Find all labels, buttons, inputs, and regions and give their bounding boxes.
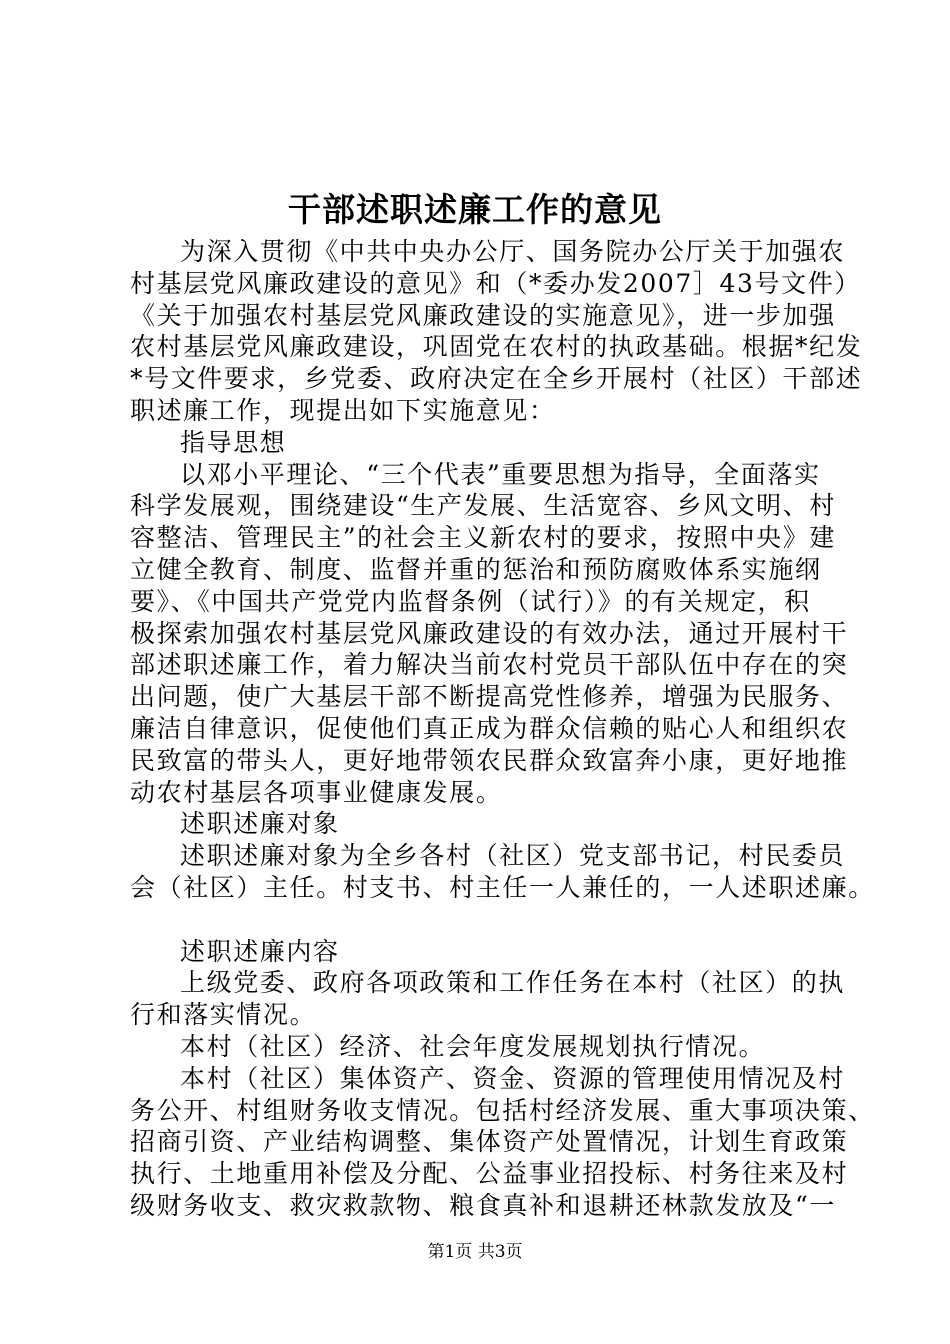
body-line: 上级党委、政府各项政策和工作任务在本村（社区）的执 <box>180 968 846 998</box>
body-line: 会（社区）主任。村支书、村主任一人兼任的，一人述职述廉。 <box>130 872 875 902</box>
body-line: 本村（社区）集体资产、资金、资源的管理使用情况及村 <box>180 1063 846 1093</box>
body-line <box>130 904 860 936</box>
document-title: 干部述职述廉工作的意见 <box>288 190 662 229</box>
body-line: 述职述廉内容 <box>180 936 340 966</box>
body-line: 职述廉工作，现提出如下实施意见： <box>130 395 556 425</box>
body-line: 要》、《中国共产党党内监督条例（试行）》的有关规定，积 <box>130 586 811 616</box>
body-line: 容整洁、管理民主”的社会主义新农村的要求，按照中央》建 <box>130 523 836 553</box>
body-line: 务公开、村组财务收支情况。包括村经济发展、重大事项决策、 <box>130 1095 875 1125</box>
body-line: 农村基层党风廉政建设，巩固党在农村的执政基础。根据*纪发 <box>130 332 863 362</box>
body-line: 《关于加强农村基层党风廉政建设的实施意见》，进一步加强 <box>130 300 836 330</box>
body-line: 述职述廉对象为全乡各村（社区）党支部书记，村民委员 <box>180 841 846 871</box>
body-line: 执行、土地重用补偿及分配、公益事业招投标、村务往来及村 <box>130 1159 849 1189</box>
body-line: 以邓小平理论、“三个代表”重要思想为指导，全面落实 <box>180 459 821 489</box>
body-line: 极探索加强农村基层党风廉政建设的有效办法，通过开展村干 <box>130 618 849 648</box>
body-line: *号文件要求，乡党委、政府决定在全乡开展村（社区）干部述 <box>130 364 863 394</box>
body-line: 出问题，使广大基层干部不断提高党性修养，增强为民服务、 <box>130 682 849 712</box>
body-line: 廉洁自律意识，促使他们真正成为群众信赖的贴心人和组织农 <box>130 713 849 743</box>
document-body <box>130 236 875 1222</box>
body-line: 述职述廉对象 <box>180 809 340 839</box>
body-line: 为深入贯彻《中共中央办公厅、国务院办公厅关于加强农 <box>180 237 846 266</box>
body-line: 指导思想 <box>180 427 287 457</box>
body-line: 村基层党风廉政建设的意见》和（*委办发2007］43号文件） <box>130 268 861 298</box>
body-line: 招商引资、产业结构调整、集体资产处置情况，计划生育政策 <box>130 1127 849 1157</box>
body-line: 级财务收支、救灾救款物、粮食真补和退耕还林款发放及“一 <box>130 1190 836 1220</box>
body-line: 部述职述廉工作，着力解决当前农村党员干部队伍中存在的突 <box>130 650 849 680</box>
body-line: 行和落实情况。 <box>130 1000 317 1030</box>
body-line: 本村（社区）经济、社会年度发展规划执行情况。 <box>180 1031 766 1061</box>
page-footer: 第1页 共3页 <box>427 1242 523 1262</box>
body-line: 科学发展观，围绕建设“生产发展、生活宽容、乡风文明、村 <box>130 491 836 521</box>
body-line: 动农村基层各项事业健康发展。 <box>130 777 503 807</box>
body-line: 立健全教育、制度、监督并重的惩治和预防腐败体系实施纲 <box>130 554 822 584</box>
body-line: 民致富的带头人，更好地带领农民群众致富奔小康，更好地推 <box>130 745 849 775</box>
